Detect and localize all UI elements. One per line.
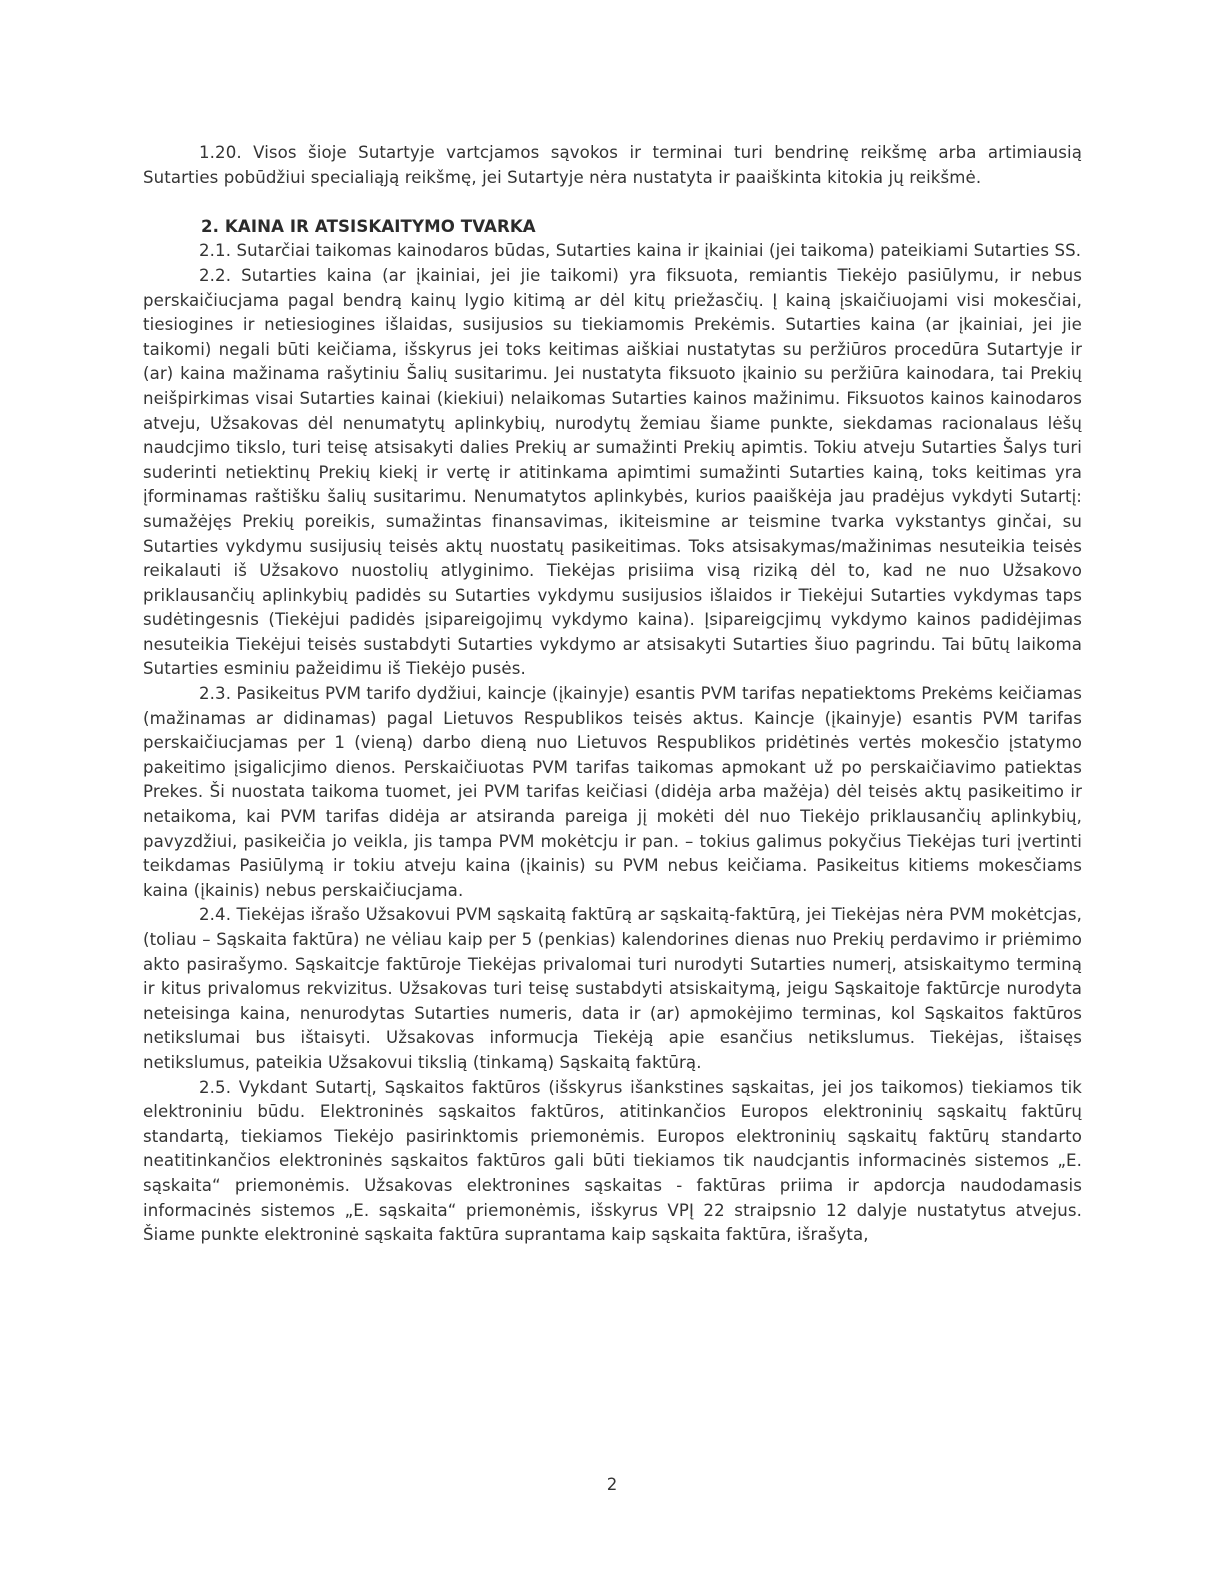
paragraph-2-2: 2.2. Sutarties kaina (ar įkainiai, jei jie taikomi) yra fiksuota, remiantis Tiekėjo pasiūlymu, ir nebus perskaičiucjama pagal bendrą kainų lygio kitimą ar dėl kitų priežasčių. Į kainą įskaičiuojami visi mokesčiai, tiesiogines ir netiesiogines išlaidas, susijusios su tiekiamomis Prekėmis. Sutarties kaina (ar įkainiai, jei jie taikomi) negali būti keičiama, išskyrus jei toks keitimas aiškiai nustatytas su peržiūros procedūra Sutartyje ir (ar) kaina mažinama rašytiniu Šalių susitarimu. Jei nustatyta fiksuoto įkainio su peržiūra kainodara, tai Prekių neišpirkimas visai Sutarties kainai (kiekiui) nelaikomas Sutarties kainos mažinimu. Fiksuotos kainos kainodaros atveju, Užsakovas dėl nenumatytų aplinkybių, nurodytų žemiau šiame punkte, siekdamas racionalaus lėšų naudcjimo tikslo, turi teisę atsisakyti dalies Prekių ar sumažinti Prekių apimtis. Tokiu atveju Sutarties Šalys turi suderinti netiektinų Prekių kiekį ir vertę ir atitinkama apimtimi sumažinti Sutarties kainą, toks keitimas yra įforminamas raštišku šalių susitarimu. Nenumatytos aplinkybės, kurios paaiškėja jau pradėjus vykdyti Sutartį: sumažėjęs Prekių poreikis, sumažintas finansavimas, ikiteismine ar teismine tvarka vykstantys ginčai, su Sutarties vykdymu susijusių teisės aktų nuostatų pasikeitimas. Toks atsisakymas/mažinimas nesuteikia teisės reikalauti iš Užsakovo nuostolių atlyginimo. Tiekėjas prisiima visą riziką dėl to, kad ne nuo Užsakovo priklausančių aplinkybių padidės su Sutarties vykdymu susijusios išlaidos ir Tiekėjui Sutarties vykdymas taps sudėtingesnis (Tiekėjui padidės įsipareigojimų vykdymo kaina). Įsipareigcjimų vykdymo kainos padidėjimas nesuteikia Tiekėjui teisės sustabdyti Sutarties vykdymo ar atsisakyti Sutarties šiuo pagrindu. Tai būtų laikoma Sutarties esminiu pažeidimu iš Tiekėjo pusės. bbox=[143, 265, 1082, 679]
document-body bbox=[143, 141, 1082, 1248]
paragraph-2-4: 2.4. Tiekėjas išrašo Užsakovui PVM sąskaitą faktūrą ar sąskaitą-faktūrą, jei Tiekėjas nėra PVM mokėtcjas, (toliau – Sąskaita faktūra) ne vėliau kaip per 5 (penkias) kalendorines dienas nuo Prekių perdavimo ir priėmimo akto pasirašymo. Sąskaitcje faktūroje Tiekėjas privalomai turi nurodyti Sutarties numerį, atsiskaitymo terminą ir kitus privalomus rekvizitus. Užsakovas turi teisę sustabdyti atsiskaitymą, jeigu Sąskaitoje faktūrcje nurodyta neteisinga kaina, nenurodytas Sutarties numeris, data ir (ar) apmokėjimo terminas, kol Sąskaitos faktūros netikslumai bus ištaisyti. Užsakovas informucja Tiekėją apie esančius netikslumus. Tiekėjas, ištaisęs netikslumus, pateikia Užsakovui tikslią (tinkamą) Sąskaitą faktūrą. bbox=[143, 905, 1082, 1072]
paragraph-2-3: 2.3. Pasikeitus PVM tarifo dydžiui, kaincje (įkainyje) esantis PVM tarifas nepatiektoms Prekėms keičiamas (mažinamas ar didinamas) pagal Lietuvos Respublikos teisės aktus. Kaincje (įkainyje) esantis PVM tarifas perskaičiucjamas per 1 (vieną) darbo dieną nuo Lietuvos Respublikos pridėtinės vertės mokesčio įstatymo pakeitimo įsigalicjimo dienos. Perskaičiuotas PVM tarifas taikomas apmokant už po perskaičiavimo patiektas Prekes. Ši nuostata taikoma tuomet, jei PVM tarifas keičiasi (didėja arba mažėja) dėl teisės aktų pasikeitimo ir netaikoma, kai PVM tarifas didėja ar atsiranda pareiga jį mokėti dėl nuo Tiekėjo priklausančių aplinkybių, pavyzdžiui, pasikeičia jo veikla, jis tampa PVM mokėtcju ir pan. – tokius galimus pokyčius Tiekėjas turi įvertinti teikdamas Pasiūlymą ir tokiu atveju kaina (įkainis) su PVM nebus keičiama. Pasikeitus kitiems mokesčiams kaina (įkainis) nebus perskaičiucjama. bbox=[143, 684, 1082, 900]
paragraph-1-20: 1.20. Visos šioje Sutartyje vartcjamos sąvokos ir terminai turi bendrinę reikšmę arba artimiausią Sutarties pobūdžiui specialiąją reikšmę, jei Sutartyje nėra nustatyta ir paaiškinta kitokia jų reikšmė. bbox=[143, 143, 1082, 187]
section-heading-2: 2. KAINA IR ATSISKAITYMO TVARKA bbox=[201, 216, 536, 236]
paragraph-2-5: 2.5. Vykdant Sutartį, Sąskaitos faktūros (išskyrus išankstines sąskaitas, jei jos taikomos) tiekiamos tik elektroniniu būdu. Elektroninės sąskaitos faktūros, atitinkančios Europos elektroninių sąskaitų faktūrų standartą, tiekiamos Tiekėjo pasirinktomis priemonėmis. Europos elektroninių sąskaitų faktūrų standarto neatitinkančios elektroninės sąskaitos faktūros gali būti tiekiamos tik naudcjantis informacinės sistemos „E. sąskaita“ priemonėmis. Užsakovas elektronines sąskaitas - faktūras priima ir apdorcja naudodamasis informacinės sistemos „E. sąskaita“ priemonėmis, išskyrus VPĮ 22 straipsnio 12 dalyje nustatytus atvejus. Šiame punkte elektroninė sąskaita faktūra suprantama kaip sąskaita faktūra, išrašyta, bbox=[143, 1077, 1082, 1245]
paragraph-2-1: 2.1. Sutarčiai taikomas kainodaros būdas, Sutarties kaina ir įkainiai (jei taikoma) pateikiami Sutarties SS. bbox=[199, 241, 1082, 261]
page-number: 2 bbox=[606, 1475, 618, 1494]
